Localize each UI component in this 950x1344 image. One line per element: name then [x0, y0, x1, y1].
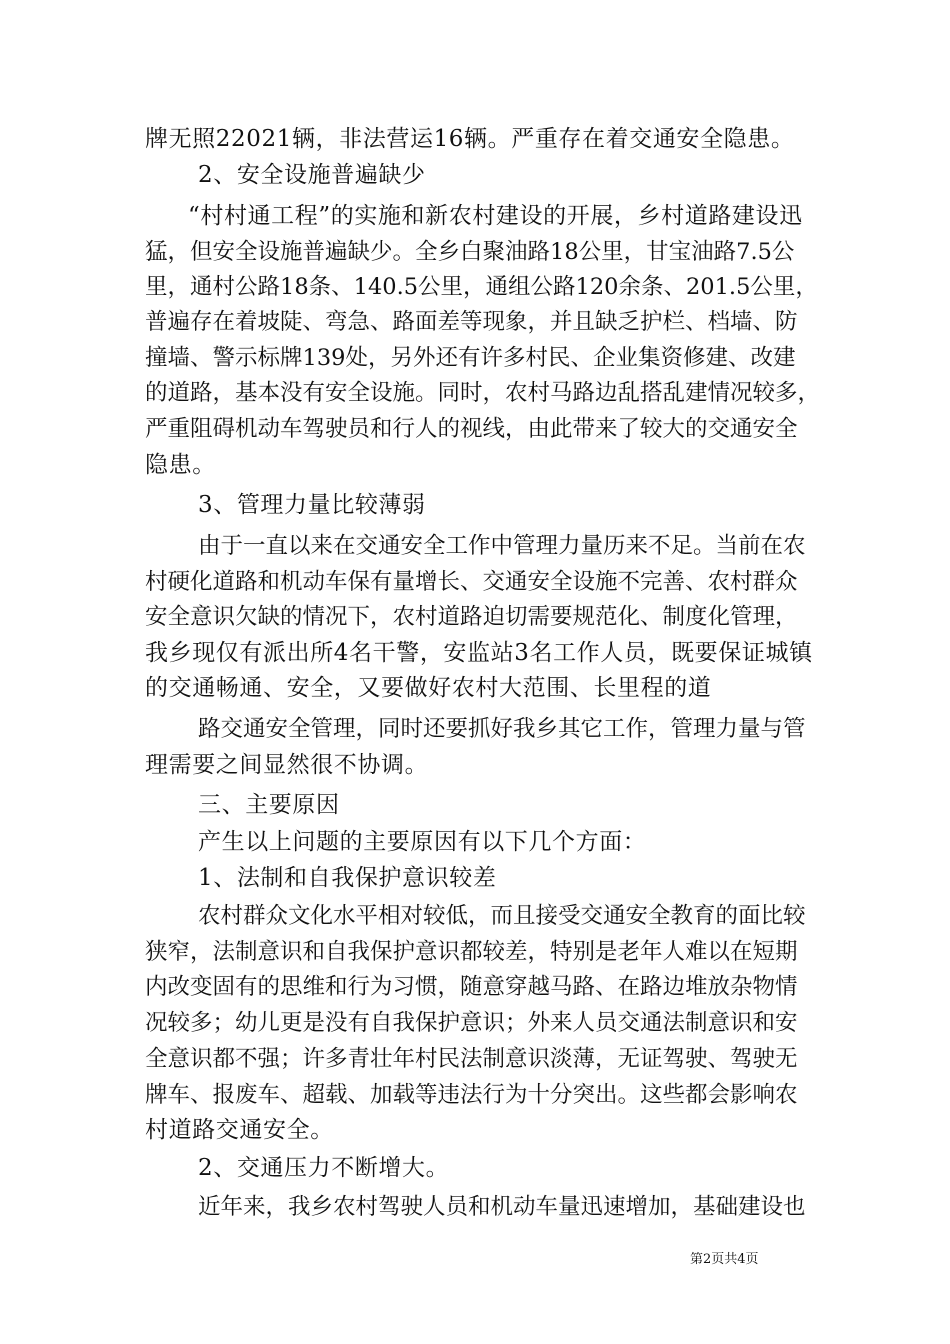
text-line: 严重阻碍机动车驾驶员和行人的视线，由此带来了较大的交通安全: [145, 416, 798, 442]
section-heading: 2、交通压力不断增大。: [198, 1155, 450, 1181]
text-line: 产生以上问题的主要原因有以下几个方面：: [198, 829, 647, 855]
text-line: 路交通安全管理，同时还要抓好我乡其它工作，管理力量与管: [198, 716, 806, 742]
section-heading: 三、主要原因: [198, 792, 340, 818]
text-line: 隐患。: [145, 452, 216, 478]
text-line: “村村通工程”的实施和新农村建设的开展，乡村道路建设迅: [188, 203, 803, 229]
text-line: 我乡现仅有派出所4名干警，安监站3名工作人员，既要保证城镇: [145, 640, 813, 666]
text-line: 近年来，我乡农村驾驶人员和机动车量迅速增加，基础建设也: [198, 1194, 806, 1220]
text-line: 农村群众文化水平相对较低，而且接受交通安全教育的面比较: [198, 903, 806, 929]
page-number: 第2页共4页: [690, 1252, 759, 1267]
text-line: 猛，但安全设施普遍缺少。全乡白聚油路18公里，甘宝油路7.5公: [145, 239, 795, 265]
text-line: 全意识都不强；许多青壮年村民法制意识淡薄，无证驾驶、驾驶无: [145, 1046, 798, 1072]
text-line: 安全意识欠缺的情况下，农村道路迫切需要规范化、制度化管理，: [145, 604, 798, 630]
text-line: 里，通村公路18条、140.5公里，通组公路120余条、201.5公里，: [145, 274, 818, 300]
text-line: 狭窄，法制意识和自我保护意识都较差，特别是老年人难以在短期: [145, 939, 798, 965]
section-heading: 3、管理力量比较薄弱: [198, 492, 426, 518]
text-line: 村硬化道路和机动车保有量增长、交通安全设施不完善、农村群众: [145, 569, 798, 595]
text-line: 况较多；幼儿更是没有自我保护意识；外来人员交通法制意识和安: [145, 1010, 798, 1036]
section-heading: 1、法制和自我保护意识较差: [198, 865, 497, 891]
text-line: 的交通畅通、安全，又要做好农村大范围、长里程的道: [145, 675, 712, 701]
text-line: 理需要之间显然很不协调。: [145, 752, 429, 778]
text-line: 村道路交通安全。: [145, 1117, 334, 1143]
text-line: 的道路，基本没有安全设施。同时，农村马路边乱搭乱建情况较多，: [145, 380, 821, 406]
text-line: 牌无照22021辆，非法营运16辆。严重存在着交通安全隐患。: [145, 126, 795, 152]
text-line: 普遍存在着坡陡、弯急、路面差等现象，并且缺乏护栏、档墙、防: [145, 309, 798, 335]
text-line: 由于一直以来在交通安全工作中管理力量历来不足。当前在农: [198, 533, 806, 559]
text-line: 内改变固有的思维和行为习惯，随意穿越马路、在路边堆放杂物情: [145, 974, 798, 1000]
text-line: 牌车、报废车、超载、加载等违法行为十分突出。这些都会影响农: [145, 1082, 798, 1108]
text-line: 撞墙、警示标牌139处，另外还有许多村民、企业集资修建、改建: [145, 345, 796, 371]
section-heading: 2、安全设施普遍缺少: [198, 162, 426, 188]
